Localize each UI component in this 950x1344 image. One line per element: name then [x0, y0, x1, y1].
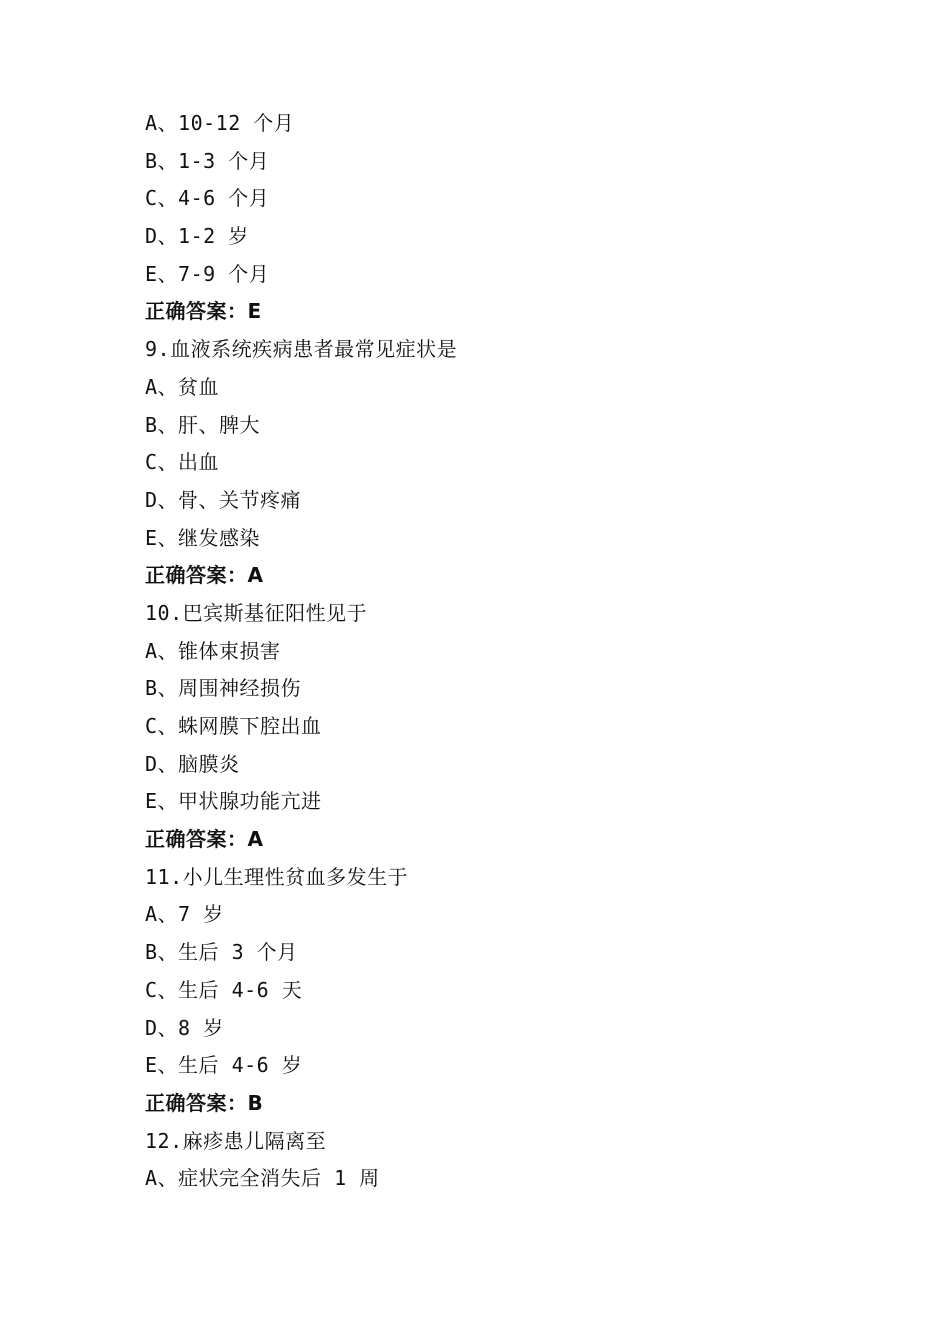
option-line: E、继发感染: [145, 525, 261, 550]
option-line: D、8 岁: [145, 1015, 224, 1040]
option-line: B、周围神经损伤: [145, 676, 302, 701]
option-line: B、生后 3 个月: [145, 940, 298, 965]
correct-answer-line: 正确答案：A: [145, 827, 264, 852]
correct-answer-line: 正确答案：A: [145, 563, 264, 588]
option-line: A、症状完全消失后 1 周: [145, 1166, 380, 1191]
option-line: E、7-9 个月: [145, 261, 270, 286]
option-line: E、甲状腺功能亢进: [145, 789, 322, 814]
option-line: B、肝、脾大: [145, 412, 261, 437]
option-line: A、10-12 个月: [145, 111, 295, 135]
option-line: D、骨、关节疼痛: [145, 487, 302, 512]
option-line: E、生后 4-6 岁: [145, 1053, 303, 1078]
question-line: 9.血液系统疾病患者最常见症状是: [145, 337, 458, 362]
option-line: C、出血: [145, 450, 220, 475]
option-line: A、7 岁: [145, 902, 224, 927]
option-line: D、1-2 岁: [145, 224, 249, 249]
question-line: 11.小儿生理性贫血多发生于: [145, 864, 409, 889]
option-line: C、4-6 个月: [145, 186, 270, 211]
question-list: [145, 105, 845, 1198]
correct-answer-line: 正确答案：E: [145, 299, 262, 324]
option-line: B、1-3 个月: [145, 148, 270, 173]
option-line: A、贫血: [145, 374, 220, 399]
option-line: D、脑膜炎: [145, 751, 240, 776]
option-line: A、锥体束损害: [145, 638, 281, 663]
question-line: 10.巴宾斯基征阳性见于: [145, 600, 368, 625]
question-line: 12.麻疹患儿隔离至: [145, 1128, 327, 1153]
correct-answer-line: 正确答案：B: [145, 1090, 264, 1115]
option-line: C、生后 4-6 天: [145, 977, 303, 1002]
option-line: C、蛛网膜下腔出血: [145, 714, 322, 738]
